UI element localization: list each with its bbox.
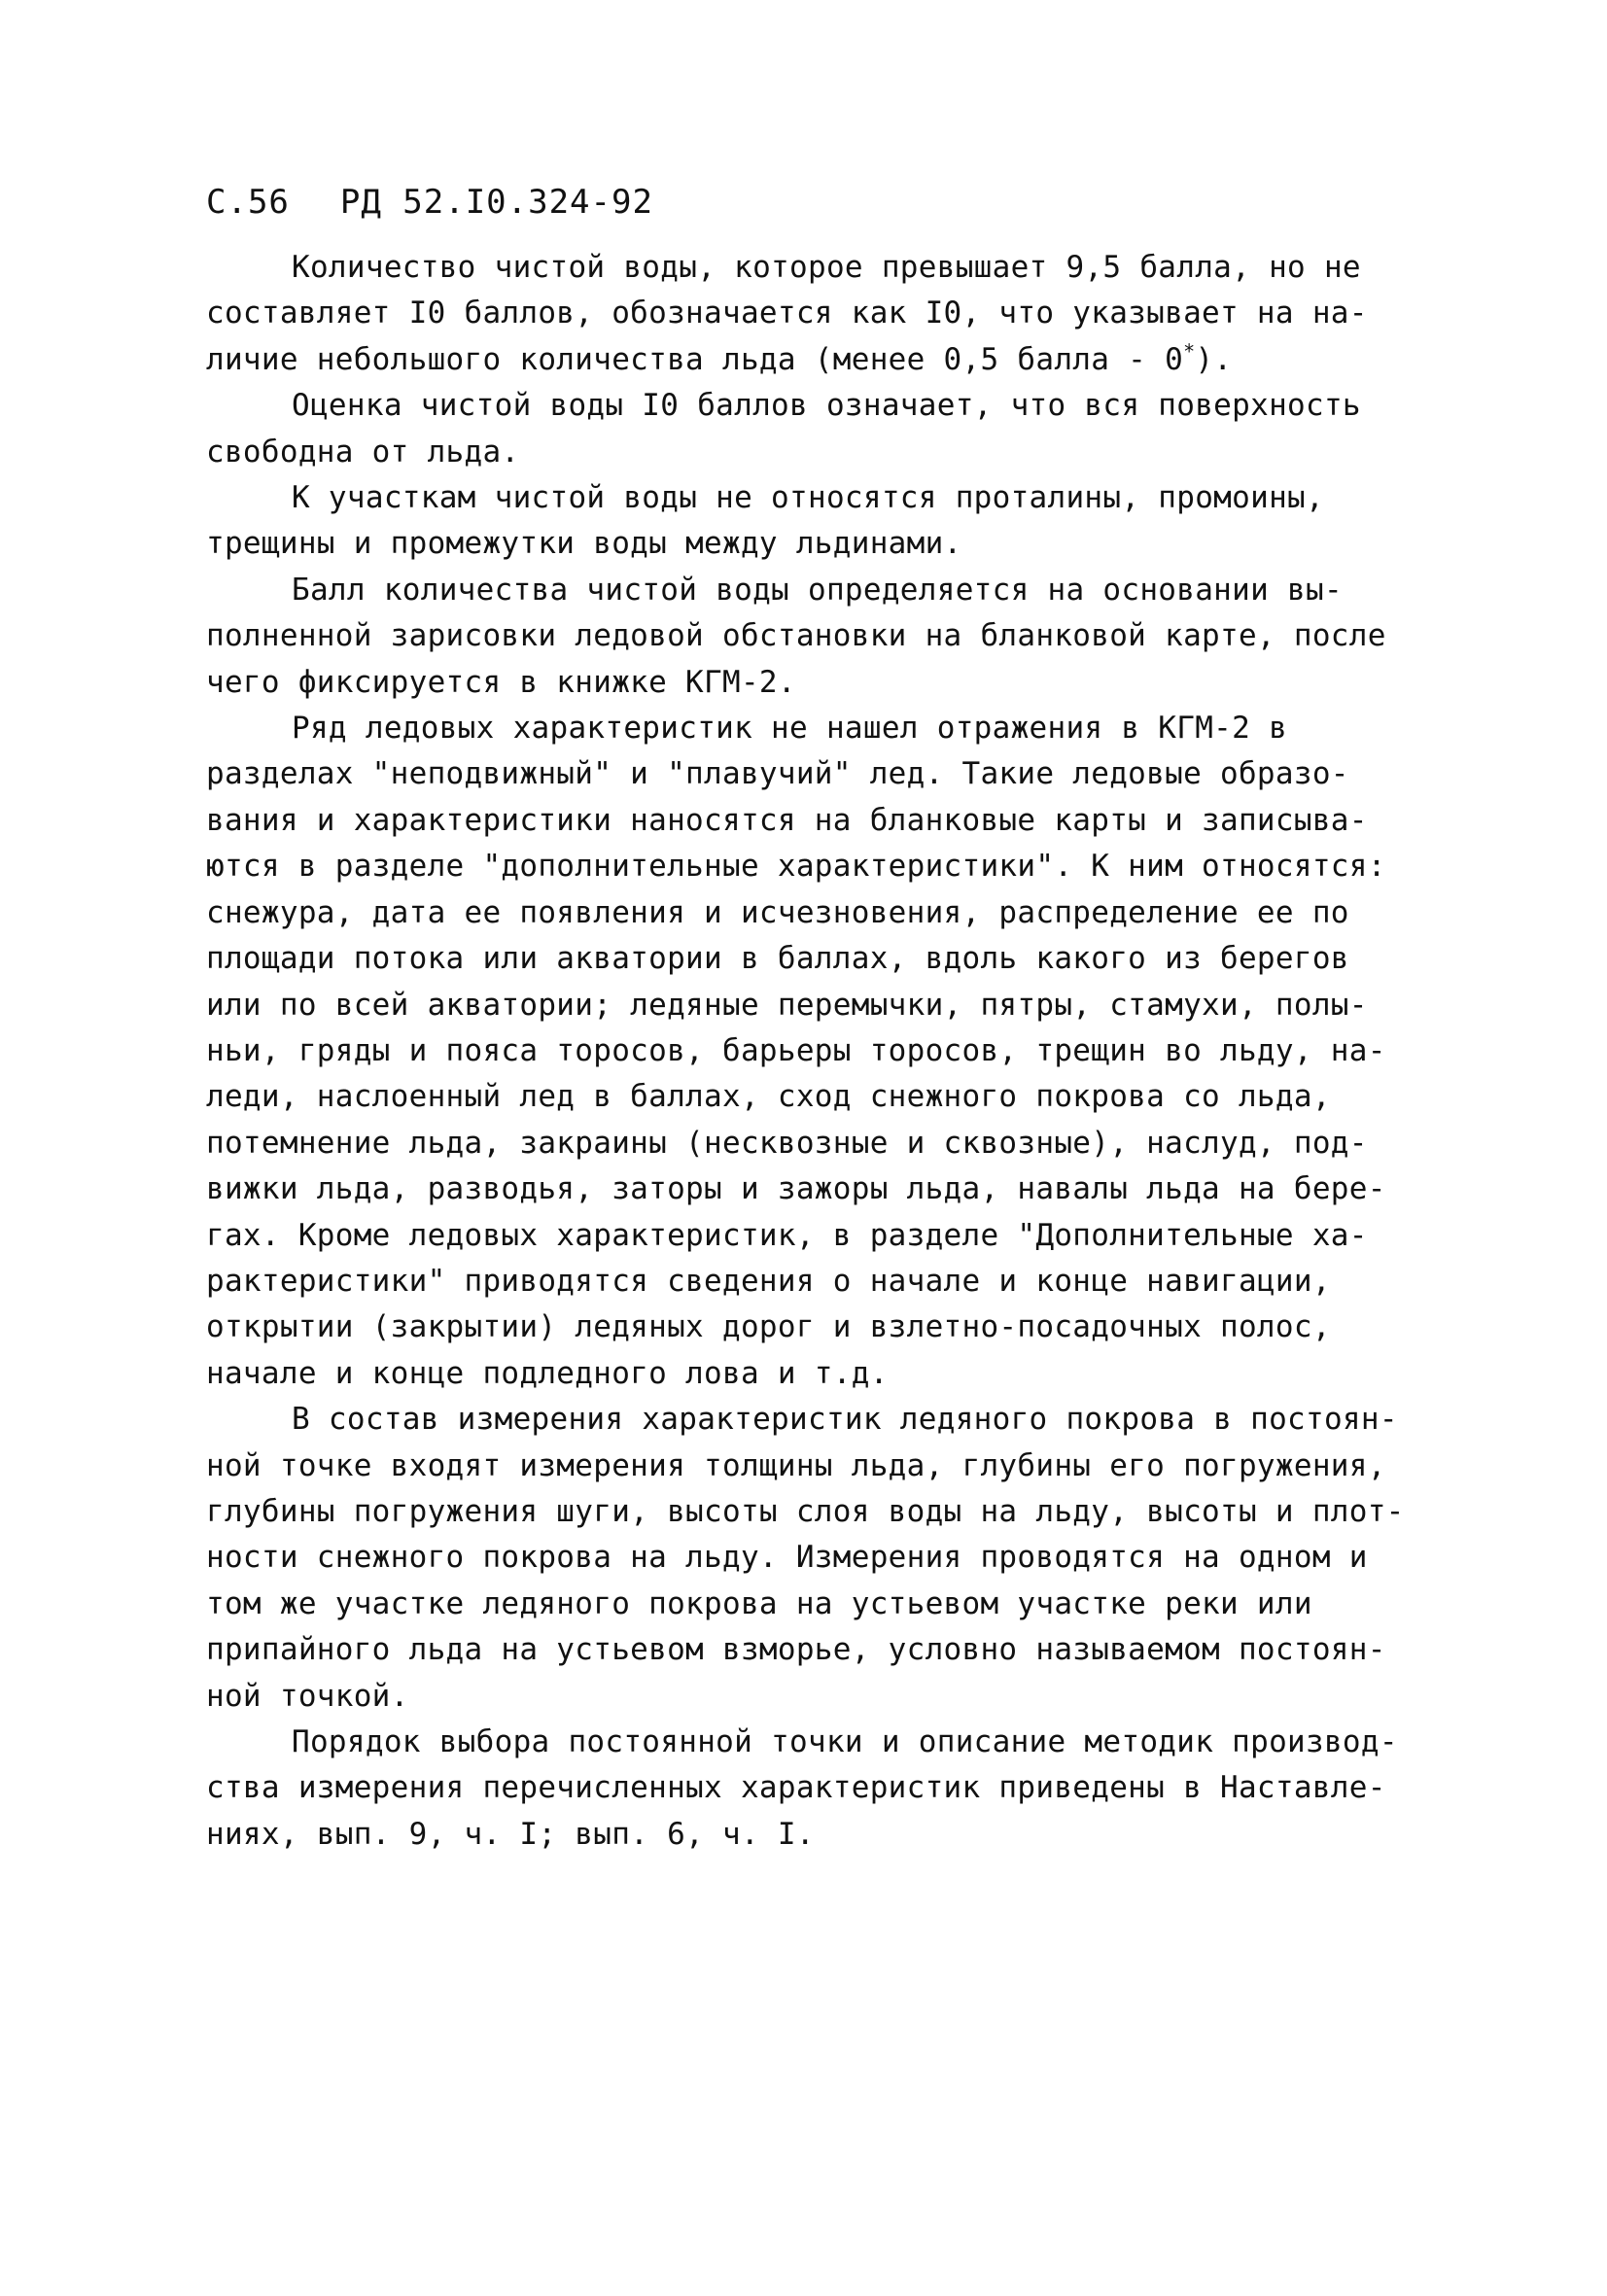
text-line: снежура, дата ее появления и исчезновения, распределение ее по xyxy=(206,894,1349,930)
text-line: В состав измерения характеристик ледяного покрова в постоян- xyxy=(292,1402,1398,1438)
text-line: начале и конце подледного лова и т.д. xyxy=(206,1355,889,1391)
text-line: Количество чистой воды, которое превышает 9,5 балла, но не xyxy=(292,250,1361,285)
text-line: потемнение льда, закраины (несквозные и сквозные), наслуд, под- xyxy=(206,1125,1368,1161)
text-line: составляет I0 баллов, обозначается как I0, что указывает на на- xyxy=(206,296,1368,331)
text-line: полненной зарисовки ледовой обстановки на бланковой карте, после xyxy=(206,618,1386,654)
text-line: ниях, вып. 9, ч. I; вып. 6, ч. I. xyxy=(206,1816,815,1852)
text-line: Порядок выбора постоянной точки и описание методик производ- xyxy=(292,1724,1398,1759)
superscript-mark: * xyxy=(1183,339,1196,364)
page-header xyxy=(206,183,653,222)
text-line-part: ). xyxy=(1195,341,1233,377)
text-line: или по всей акватории; ледяные перемычки, пятры, стамухи, полы- xyxy=(206,987,1368,1023)
text-line xyxy=(206,337,1441,383)
body-text xyxy=(206,245,1441,1858)
document-code: РД 52.I0.324-92 xyxy=(339,183,653,222)
text-line: гах. Кроме ледовых характеристик, в разделе "Дополнительные ха- xyxy=(206,1217,1368,1253)
text-line: припайного льда на устьевом взморье, условно называемом постоян- xyxy=(206,1632,1386,1668)
paragraph-methods-reference xyxy=(206,1720,1441,1858)
paragraph-score-determination xyxy=(206,568,1441,706)
text-line: ются в разделе "дополнительные характеристики". К ним относятся: xyxy=(206,849,1386,885)
paragraph-excluded-areas xyxy=(206,475,1441,568)
text-line-part: личие небольшого количества льда (менее 0,5 балла - 0 xyxy=(206,341,1184,377)
text-line: рактеристики" приводятся сведения о начале и конце навигации, xyxy=(206,1263,1331,1299)
text-line: ства измерения перечисленных характеристик приведены в Наставле- xyxy=(206,1770,1386,1806)
text-line: том же участке ледяного покрова на устьевом участке реки или xyxy=(206,1585,1312,1621)
text-line: ной точкой. xyxy=(206,1678,409,1714)
text-line: ности снежного покрова на льду. Измерения проводятся на одном и xyxy=(206,1540,1368,1576)
text-line: леди, наслоенный лед в баллах, сход снежного покрова со льда, xyxy=(206,1079,1331,1115)
text-line: разделах "неподвижный" и "плавучий" лед. Такие ледовые образо- xyxy=(206,756,1349,792)
paragraph-clean-water-count xyxy=(206,245,1441,383)
paragraph-ten-points xyxy=(206,383,1441,475)
text-line: Оценка чистой воды I0 баллов означает, что вся поверхность xyxy=(292,388,1361,424)
text-line: глубины погружения шуги, высоты слоя воды на льду, высоты и плот- xyxy=(206,1493,1405,1529)
text-line: вания и характеристики наносятся на бланковые карты и записыва- xyxy=(206,802,1368,838)
text-line: К участкам чистой воды не относятся проталины, промоины, xyxy=(292,480,1324,516)
text-line: трещины и промежутки воды между льдинами. xyxy=(206,526,962,562)
text-line: вижки льда, разводья, заторы и зажоры льда, навалы льда на бере- xyxy=(206,1171,1386,1207)
text-line: ньи, гряды и пояса торосов, барьеры торосов, трещин во льду, на- xyxy=(206,1032,1386,1068)
text-line: чего фиксируется в книжке КГМ-2. xyxy=(206,664,796,700)
text-line: Балл количества чистой воды определяется на основании вы- xyxy=(292,572,1343,608)
text-line: ной точке входят измерения толщины льда, глубины его погружения, xyxy=(206,1447,1386,1483)
text-line: свободна от льда. xyxy=(206,434,520,470)
paragraph-additional-characteristics xyxy=(206,706,1441,1397)
page-number: С.56 xyxy=(206,183,290,222)
paragraph-fixed-point-measurements xyxy=(206,1397,1441,1720)
text-line: площади потока или акватории в баллах, вдоль какого из берегов xyxy=(206,941,1349,977)
text-line: открытии (закрытии) ледяных дорог и взлетно-посадочных полос, xyxy=(206,1309,1331,1345)
text-line: Ряд ледовых характеристик не нашел отражения в КГМ-2 в xyxy=(292,711,1288,747)
